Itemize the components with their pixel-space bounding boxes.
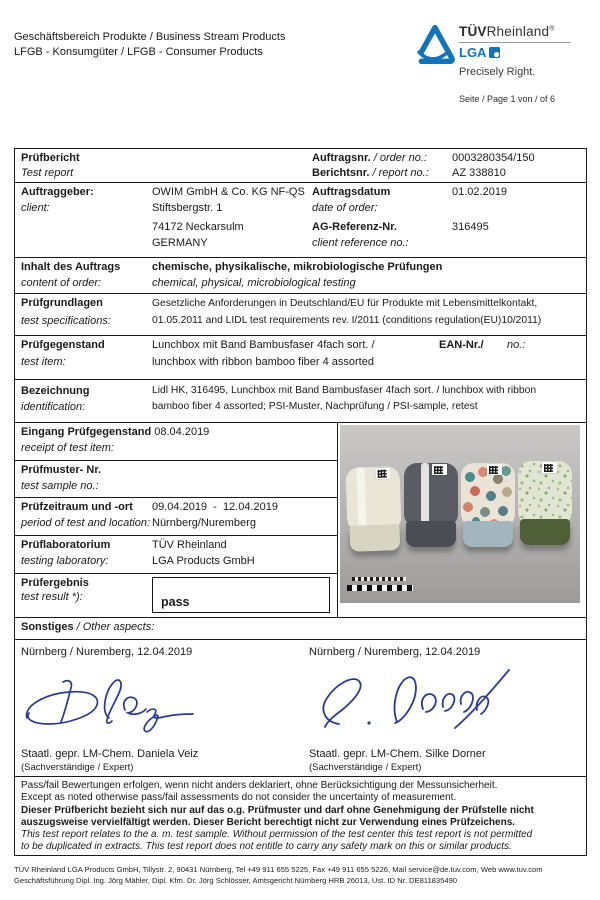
report-no-label: Berichtsnr. / report no.:: [312, 167, 429, 179]
signer-role-left: (Sachverständige / Expert): [21, 762, 134, 773]
lunchbox-fish-pattern: [461, 463, 515, 555]
item-label-de: Prüfgegenstand: [21, 339, 105, 351]
client-address-line: Stiftsbergstr. 1: [152, 202, 223, 214]
client-address-line: GERMANY: [152, 237, 208, 249]
footer-line-2: Geschäftsführung Dipl. Ing. Jörg Mähler, Dipl. Kfm. Dr. Jörg Schlösser, Amtsgericht Nürnberg HRB 26013, Ust. ID Nr. DE811835490: [14, 876, 458, 885]
note-measurement-en: Except as noted otherwise pass/fail assessments do not consider the uncertainty of measurement.: [21, 792, 457, 804]
client-ref-label-de: AG-Referenz-Nr.: [312, 221, 397, 233]
receipt-line: Eingang Prüfgegenstand 08.04.2019: [21, 426, 210, 438]
period-location: Nürnberg/Nuremberg: [152, 517, 256, 529]
specs-line-2: 01.05.2011 and LIDL test requirements rev. I/2011 (conditions regulation(EU)10/2011): [152, 315, 542, 326]
signer-name-right: Staatl. gepr. LM-Chem. Silke Dorner: [309, 748, 486, 760]
company-footer: [14, 864, 543, 886]
photo-scale-ruler: [347, 585, 413, 591]
id-line-1: Lidl HK, 316495, Lunchbox mit Band Bambusfaser 4fach sort. / lunchbox with ribbon: [152, 385, 537, 396]
period-label-en: period of test and location:: [21, 517, 151, 529]
qr-label: [375, 467, 390, 479]
title-de: Prüfbericht: [21, 152, 80, 164]
client-address-line: OWIM GmbH & Co. KG NF-QS: [152, 186, 305, 198]
note-copyright-en-2: to be duplicated in extracts. This test report does not entitle to carry any safety mark on this or similar products.: [21, 841, 512, 853]
row-disclaimer: [15, 777, 586, 855]
sample-photo-cell: [337, 423, 586, 617]
signature-daniela-veiz: [21, 666, 201, 742]
row-test-item: [15, 336, 586, 380]
content-value-de: chemische, physikalische, mikrobiologische Prüfungen: [152, 261, 443, 273]
row-test-specifications: [15, 294, 586, 336]
qr-label: [487, 464, 502, 475]
receipt-label-en: receipt of test item:: [21, 442, 114, 454]
period-label-de: Prüfzeitraum und -ort: [21, 501, 133, 513]
note-copyright-de-1: Dieser Prüfbericht bezieht sich nur auf das o.g. Prüfmuster und darf ohne Genehmigung der Prüfstelle nicht: [21, 804, 534, 816]
note-measurement-de: Pass/fail Bewertungen erfolgen, wenn nicht anders deklariert, ohne Berücksichtigung der Messunsicherheit.: [21, 780, 498, 791]
signature-place-date-left: Nürnberg / Nuremberg, 12.04.2019: [21, 646, 193, 658]
id-line-2: bamboo fiber 4 assorted; PSI-Muster, Nachprüfung / PSI-sample, retest: [152, 401, 478, 412]
test-result-box: [152, 577, 330, 613]
client-label-en: client:: [21, 202, 50, 214]
split-region: [15, 423, 586, 618]
row-title: [15, 149, 586, 183]
tuv-triangle-icon: [415, 24, 455, 64]
sample-photo: [340, 425, 580, 603]
content-label-en: content of order:: [21, 277, 102, 289]
other-aspects-label: Sonstiges / Other aspects:: [21, 621, 155, 633]
signer-role-right: (Sachverständige / Expert): [309, 762, 422, 773]
lunchbox-cream: [345, 466, 402, 560]
content-label-de: Inhalt des Auftrags: [21, 261, 121, 273]
lga-wordmark: LGA: [459, 45, 589, 60]
lab-label-en: testing laboratory:: [21, 555, 109, 567]
report-no-value: AZ 338810: [452, 167, 506, 179]
business-stream-header: [14, 30, 285, 60]
row-sample-no: [15, 461, 337, 498]
client-label-de: Auftraggeber:: [21, 186, 94, 198]
lga-square-icon: [489, 47, 500, 58]
dept-line-1: Geschäftsbereich Produkte / Business Stream Products: [14, 31, 286, 43]
result-label-de: Prüfergebnis: [21, 577, 89, 589]
sample-no-label-en: test sample no.:: [21, 480, 99, 492]
row-test-period: [15, 498, 337, 536]
lab-label-de: Prüflaboratorium: [21, 539, 111, 551]
qr-label: [542, 462, 557, 473]
qr-label: [432, 464, 447, 475]
id-label-de: Bezeichnung: [21, 385, 90, 397]
client-ref-label-en: client reference no.:: [312, 237, 409, 249]
order-no-value: 0003280354/150: [452, 152, 535, 164]
tuv-rheinland-wordmark: TÜVRheinland®: [459, 24, 555, 39]
footer-line-1: TÜV Rheinland LGA Products GmbH, Tillystr. 2, 90431 Nürnberg, Tel +49 911 655 5225, Fax +49 911 655 5226, Mail service@de.tuv.com, Web www.tuv.com: [14, 865, 543, 874]
brand-tagline: Precisely Right.: [459, 66, 536, 78]
row-signatures: [15, 640, 586, 777]
client-address-line: 74172 Neckarsulm: [152, 221, 244, 233]
row-identification: [15, 380, 586, 423]
page-number: Seite / Page 1 von / of 6: [459, 94, 556, 104]
dept-line-2: LFGB - Konsumgüter / LFGB - Consumer Products: [14, 46, 263, 58]
row-receipt: [15, 423, 337, 461]
photo-scale-ruler: [352, 577, 406, 581]
row-client: [15, 183, 586, 258]
specs-label-en: test specifications:: [21, 315, 111, 327]
item-value-en: lunchbox with ribbon bamboo fiber 4 assorted: [152, 356, 374, 368]
order-date-value: 01.02.2019: [452, 186, 508, 198]
item-label-en: test item:: [21, 356, 66, 368]
lab-value-2: LGA Products GmbH: [152, 555, 255, 567]
row-other-aspects: [15, 618, 586, 640]
lunchbox-dark-gray: [404, 463, 458, 555]
signature-place-date-right: Nürnberg / Nuremberg, 12.04.2019: [309, 646, 481, 658]
signer-name-left: Staatl. gepr. LM-Chem. Daniela Veiz: [21, 748, 199, 760]
registered-mark: ®: [549, 25, 555, 33]
row-content-of-order: [15, 258, 586, 294]
lunchbox-floral-pattern: [518, 461, 572, 553]
title-en: Test report: [21, 167, 74, 179]
specs-label-de: Prüfgrundlagen: [21, 297, 103, 309]
id-label-en: identification:: [21, 401, 86, 413]
period-dates: 09.04.2019 - 12.04.2019: [152, 501, 278, 513]
content-value-en: chemical, physical, microbiological testing: [152, 277, 356, 289]
ean-no-label: no.:: [507, 339, 526, 351]
result-label-en: test result *):: [21, 591, 83, 603]
test-result-value: pass: [161, 595, 190, 609]
note-copyright-de-2: auszugsweise vervielfältigt werden. Dieser Bericht berechtigt nicht zur Verwendung eines Prüfzeichens.: [21, 816, 516, 828]
client-ref-value: 316495: [452, 221, 489, 233]
sample-no-label-de: Prüfmuster- Nr.: [21, 464, 102, 476]
item-value-de: Lunchbox mit Band Bambusfaser 4fach sort. /: [152, 339, 375, 351]
report-table: [14, 148, 587, 856]
order-date-label-en: date of order:: [312, 202, 378, 214]
logo-divider: [459, 42, 571, 43]
row-test-result: [15, 574, 337, 617]
note-copyright-en-1: This test report relates to the a. m. test sample. Without permission of the test center this test report is not permitted: [21, 829, 533, 841]
ean-label: EAN-Nr./: [439, 339, 484, 351]
order-no-label: Auftragsnr. / order no.:: [312, 152, 427, 164]
lab-value-1: TÜV Rheinland: [152, 539, 227, 551]
order-date-label-de: Auftragsdatum: [312, 186, 391, 198]
specs-line-1: Gesetzliche Anforderungen in Deutschland/EU für Produkte mit Lebensmittelkontakt,: [152, 298, 538, 309]
row-laboratory: [15, 536, 337, 574]
signature-silke-dorner: [309, 658, 519, 742]
